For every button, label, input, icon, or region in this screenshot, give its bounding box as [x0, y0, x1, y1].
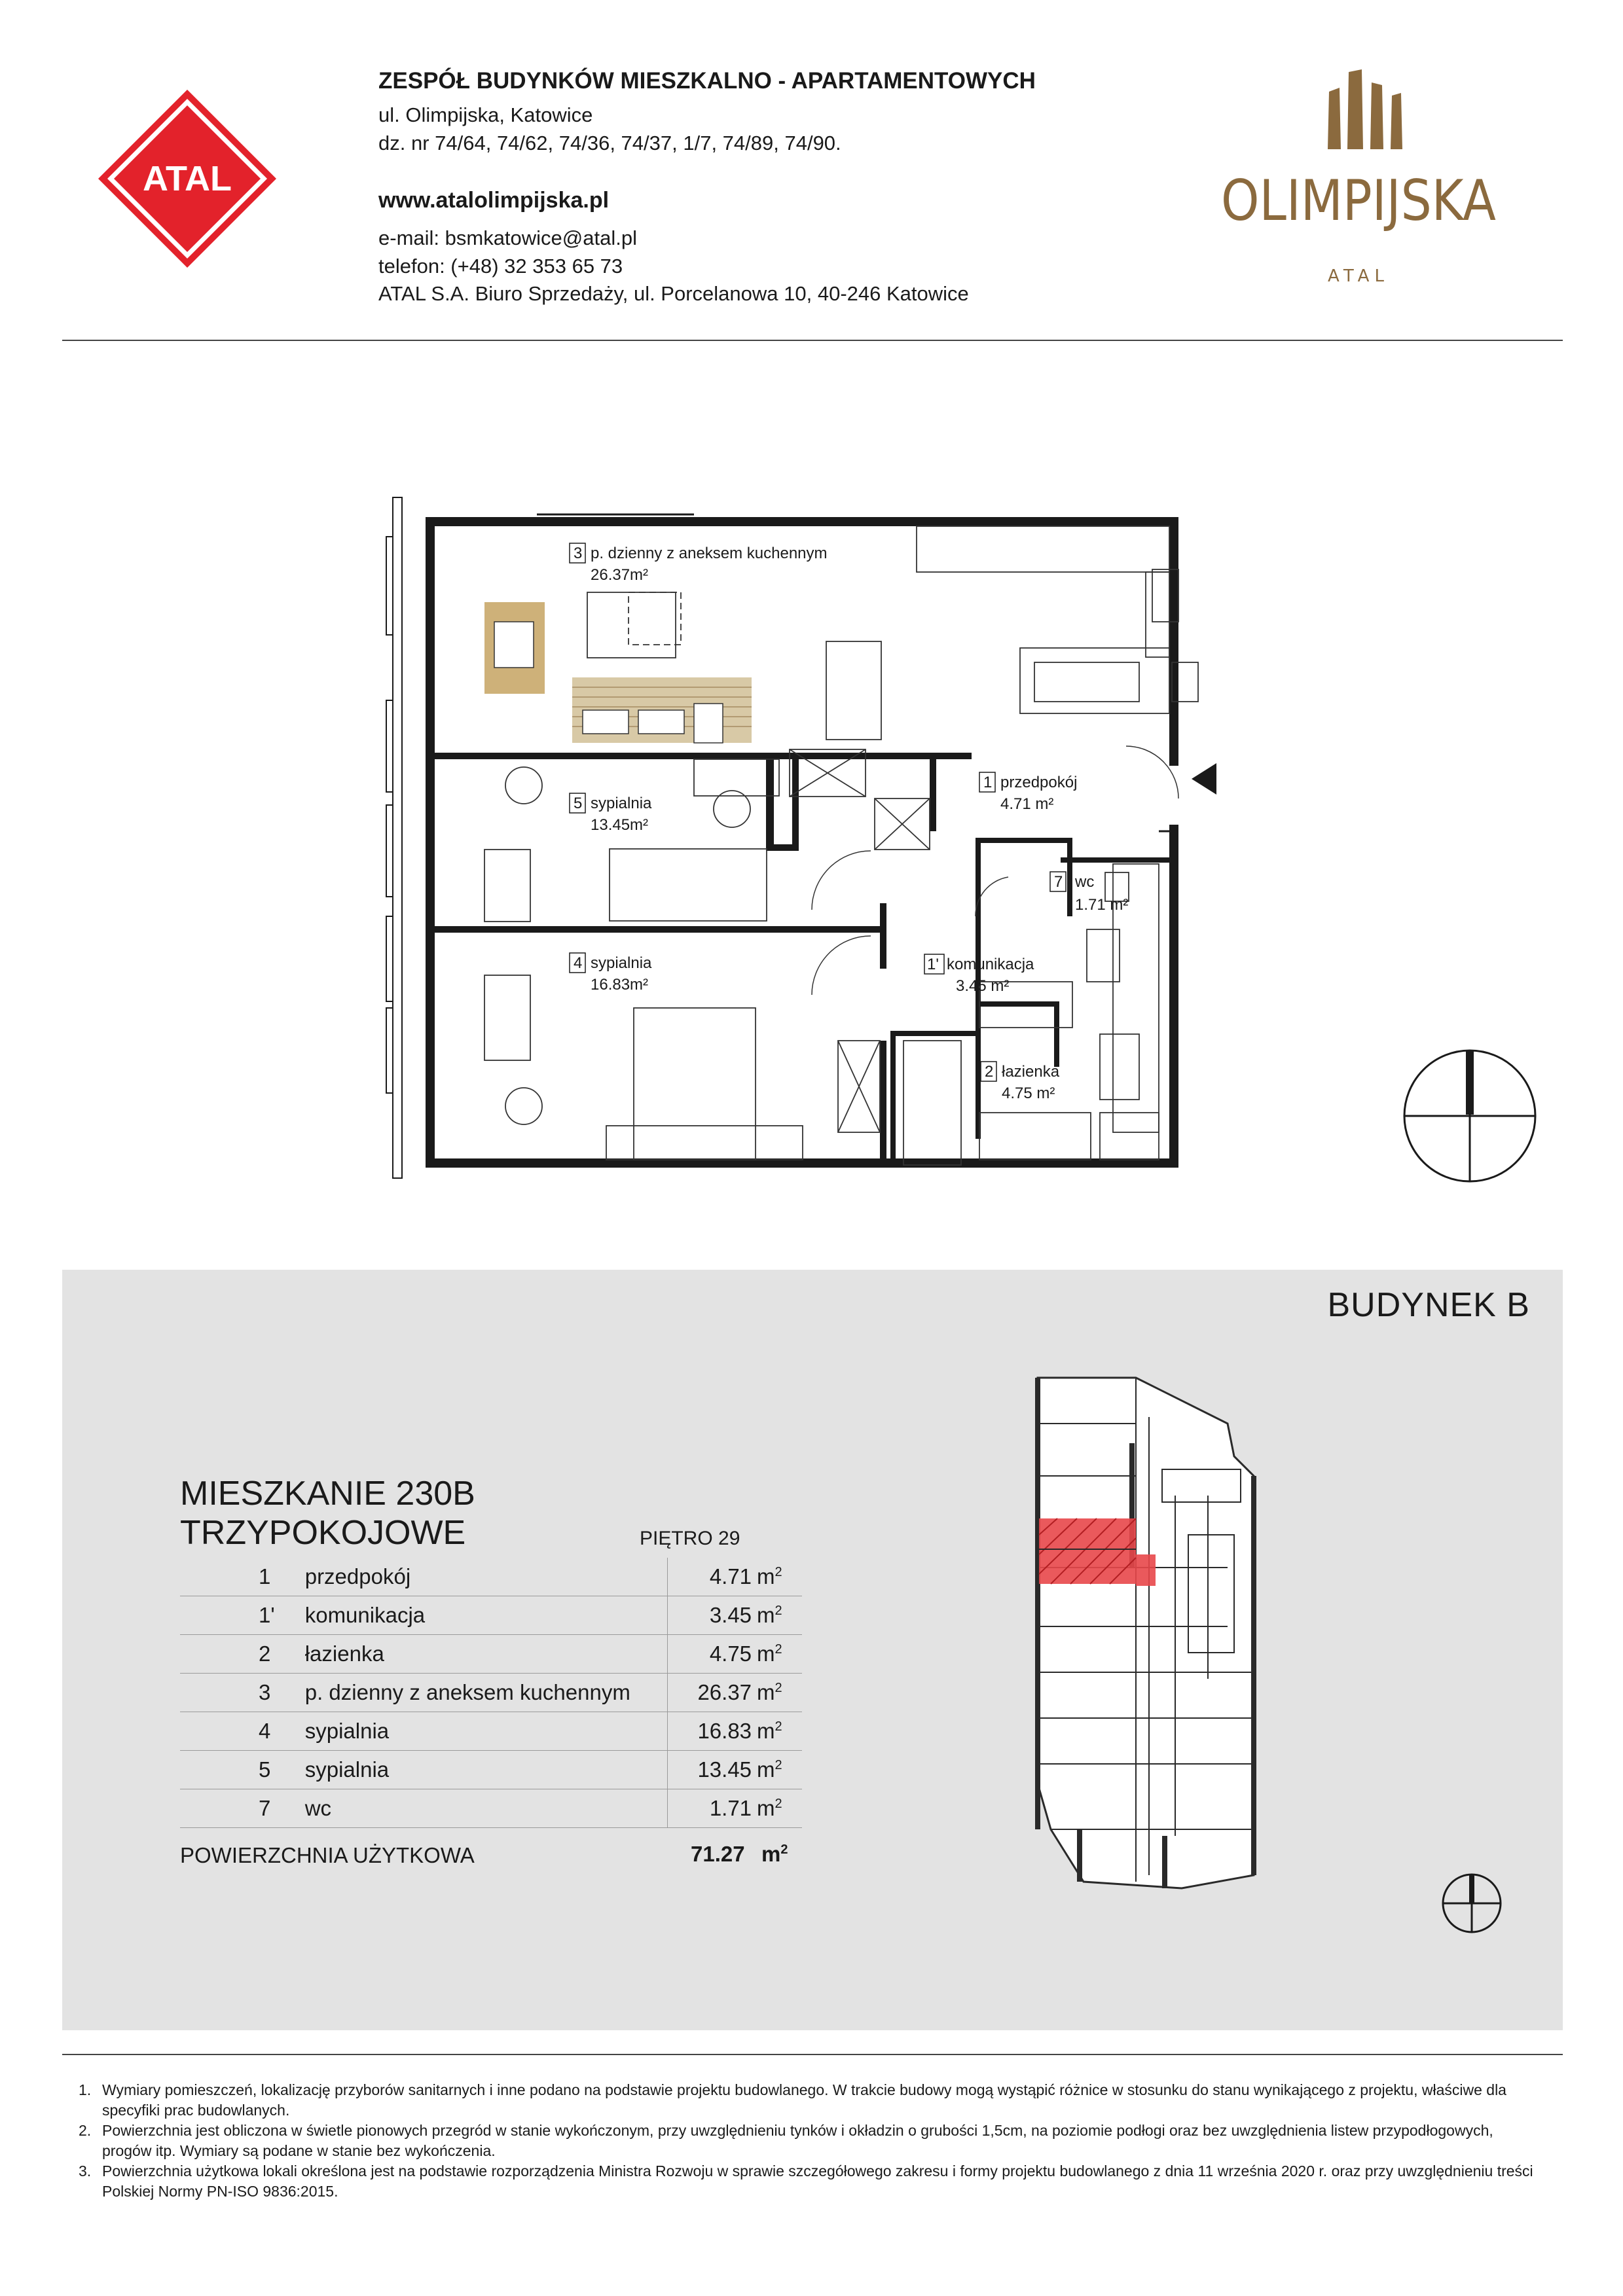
- room-number-7: 7: [1054, 873, 1063, 891]
- room-name-4: sypialnia: [591, 954, 652, 972]
- room-area-2: 4.75 m²: [1002, 1085, 1055, 1102]
- room-name-1p: komunikacja: [947, 956, 1034, 973]
- table-row: [180, 1789, 802, 1828]
- room-area-unit: $m^2$: [757, 1635, 802, 1674]
- table-row: [180, 1712, 802, 1751]
- info-panel: [62, 1270, 1563, 2030]
- room-area: 4.71: [667, 1558, 757, 1596]
- room-area: 26.37: [667, 1674, 757, 1712]
- floor-plan: [386, 491, 1237, 1198]
- floor-label: PIĘTRO 29: [640, 1528, 740, 1549]
- room-area-unit: $m^2$: [757, 1558, 802, 1596]
- sales-office-address: ATAL S.A. Biuro Sprzedaży, ul. Porcelanowa 10, 40-246 Katowice: [378, 282, 969, 305]
- footnote: 3. Powierzchnia użytkowa lokali określona jest na podstawie rozporządzenia Ministra Rozwoju w sprawie szczegółowego zakresu i formy projektu budowlanego z dnia 11 września 2020 r. oraz przy uwzględnieniu treści Polskiej Normy PN-ISO 9836:2015.: [79, 2162, 1533, 2200]
- header-divider: [62, 340, 1563, 341]
- room-area-7: 1.71 m²: [1075, 896, 1129, 914]
- apartment-title: MIESZKANIE 230B: [180, 1475, 475, 1513]
- total-area-value: 71.27: [691, 1842, 745, 1866]
- room-name: komunikacja: [299, 1596, 667, 1635]
- total-area-row: [180, 1835, 802, 1872]
- room-number-4: 4: [574, 954, 583, 972]
- table-row: [180, 1596, 802, 1635]
- table-row: [180, 1674, 802, 1712]
- total-area-unit: $m^2$: [761, 1842, 788, 1866]
- room-area-3: 26.37m²: [591, 566, 649, 584]
- footnotes-divider: [62, 2054, 1563, 2055]
- room-number: 1': [180, 1596, 299, 1635]
- room-name-3: p. dzienny z aneksem kuchennym: [591, 545, 828, 562]
- room-name: przedpokój: [299, 1558, 667, 1596]
- room-name: p. dzienny z aneksem kuchennym: [299, 1674, 667, 1712]
- room-area: 16.83: [667, 1712, 757, 1751]
- room-name: wc: [299, 1789, 667, 1828]
- room-name: sypialnia: [299, 1751, 667, 1789]
- room-area-unit: $m^2$: [757, 1751, 802, 1789]
- compass-icon: [1440, 1872, 1503, 1935]
- olimpijska-logo: [1211, 65, 1506, 288]
- table-row: [180, 1751, 802, 1789]
- footnote: 1. Wymiary pomieszczeń, lokalizację przyborów sanitarnych i inne podano na podstawie projektu budowlanego. W trakcie budowy mogą wystąpić różnice w stosunku do stanu wynikającego z projektu, właściwe dla specyfiki prac budowlanych.: [79, 2081, 1506, 2119]
- room-area: 4.75: [667, 1635, 757, 1674]
- building-label: BUDYNEK B: [1327, 1286, 1530, 1324]
- footnotes: [79, 2080, 1545, 2202]
- room-area: 1.71: [667, 1789, 757, 1828]
- room-area-table: [180, 1558, 802, 1828]
- room-number-1p: 1': [927, 956, 939, 973]
- project-title: ZESPÓŁ BUDYNKÓW MIESZKALNO - APARTAMENTOWYCH: [378, 68, 1036, 94]
- address-line: ul. Olimpijska, Katowice: [378, 103, 593, 126]
- table-row: [180, 1558, 802, 1596]
- room-area-unit: $m^2$: [757, 1789, 802, 1828]
- email-link[interactable]: e-mail: bsmkatowice@atal.pl: [378, 226, 637, 249]
- room-number: 4: [180, 1712, 299, 1751]
- compass-icon: [1401, 1047, 1539, 1185]
- entrance-arrow-icon: [1192, 763, 1216, 795]
- total-area-label: POWIERZCHNIA UŻYTKOWA: [180, 1843, 475, 1867]
- room-name-5: sypialnia: [591, 795, 652, 812]
- room-area-5: 13.45m²: [591, 816, 649, 834]
- room-area-4: 16.83m²: [591, 976, 649, 994]
- website-link[interactable]: www.atalolimpijska.pl: [378, 188, 610, 213]
- table-row: [180, 1635, 802, 1674]
- atal-logo: [97, 88, 278, 269]
- room-name-7: wc: [1075, 873, 1095, 891]
- room-area: 3.45: [667, 1596, 757, 1635]
- room-area-unit: $m^2$: [757, 1712, 802, 1751]
- room-number: 1: [180, 1558, 299, 1596]
- room-area: 13.45: [667, 1751, 757, 1789]
- room-number-3: 3: [574, 545, 583, 562]
- room-number-2: 2: [985, 1063, 994, 1081]
- parcel-numbers: dz. nr 74/64, 74/62, 74/36, 74/37, 1/7, 74/89, 74/90.: [378, 132, 841, 154]
- olimpijska-logo-text: OLIMPIJSKA: [1221, 168, 1497, 234]
- room-area-unit: $m^2$: [757, 1596, 802, 1635]
- room-area-1: 4.71 m²: [1000, 795, 1054, 813]
- room-area-unit: $m^2$: [757, 1674, 802, 1712]
- phone-number: telefon: (+48) 32 353 65 73: [378, 255, 623, 278]
- room-area-1p: 3.45 m²: [956, 977, 1010, 995]
- room-number: 3: [180, 1674, 299, 1712]
- room-number-1: 1: [983, 774, 993, 791]
- room-name-1: przedpokój: [1000, 774, 1078, 791]
- building-key-plan: [1031, 1378, 1306, 1901]
- olimpijska-logo-subtext: ATAL: [1328, 266, 1389, 286]
- room-name: sypialnia: [299, 1712, 667, 1751]
- room-number: 5: [180, 1751, 299, 1789]
- footnote: 2. Powierzchnia jest obliczona w świetle pionowych przegród w stanie wykończonym, przy uwzględnieniu tynków i okładzin o grubości 1,5cm, na poziomie podłogi oraz bez uwzględnienia listew przypodłogowych, progów itp. Wymiary są podane w stanie bez wykończenia.: [79, 2122, 1493, 2159]
- room-name: łazienka: [299, 1635, 667, 1674]
- atal-logo-text: ATAL: [143, 159, 232, 198]
- room-number: 2: [180, 1635, 299, 1674]
- room-name-2: łazienka: [1002, 1063, 1060, 1081]
- apartment-type: TRZYPOKOJOWE: [180, 1514, 466, 1552]
- room-number-5: 5: [574, 795, 583, 812]
- room-number: 7: [180, 1789, 299, 1828]
